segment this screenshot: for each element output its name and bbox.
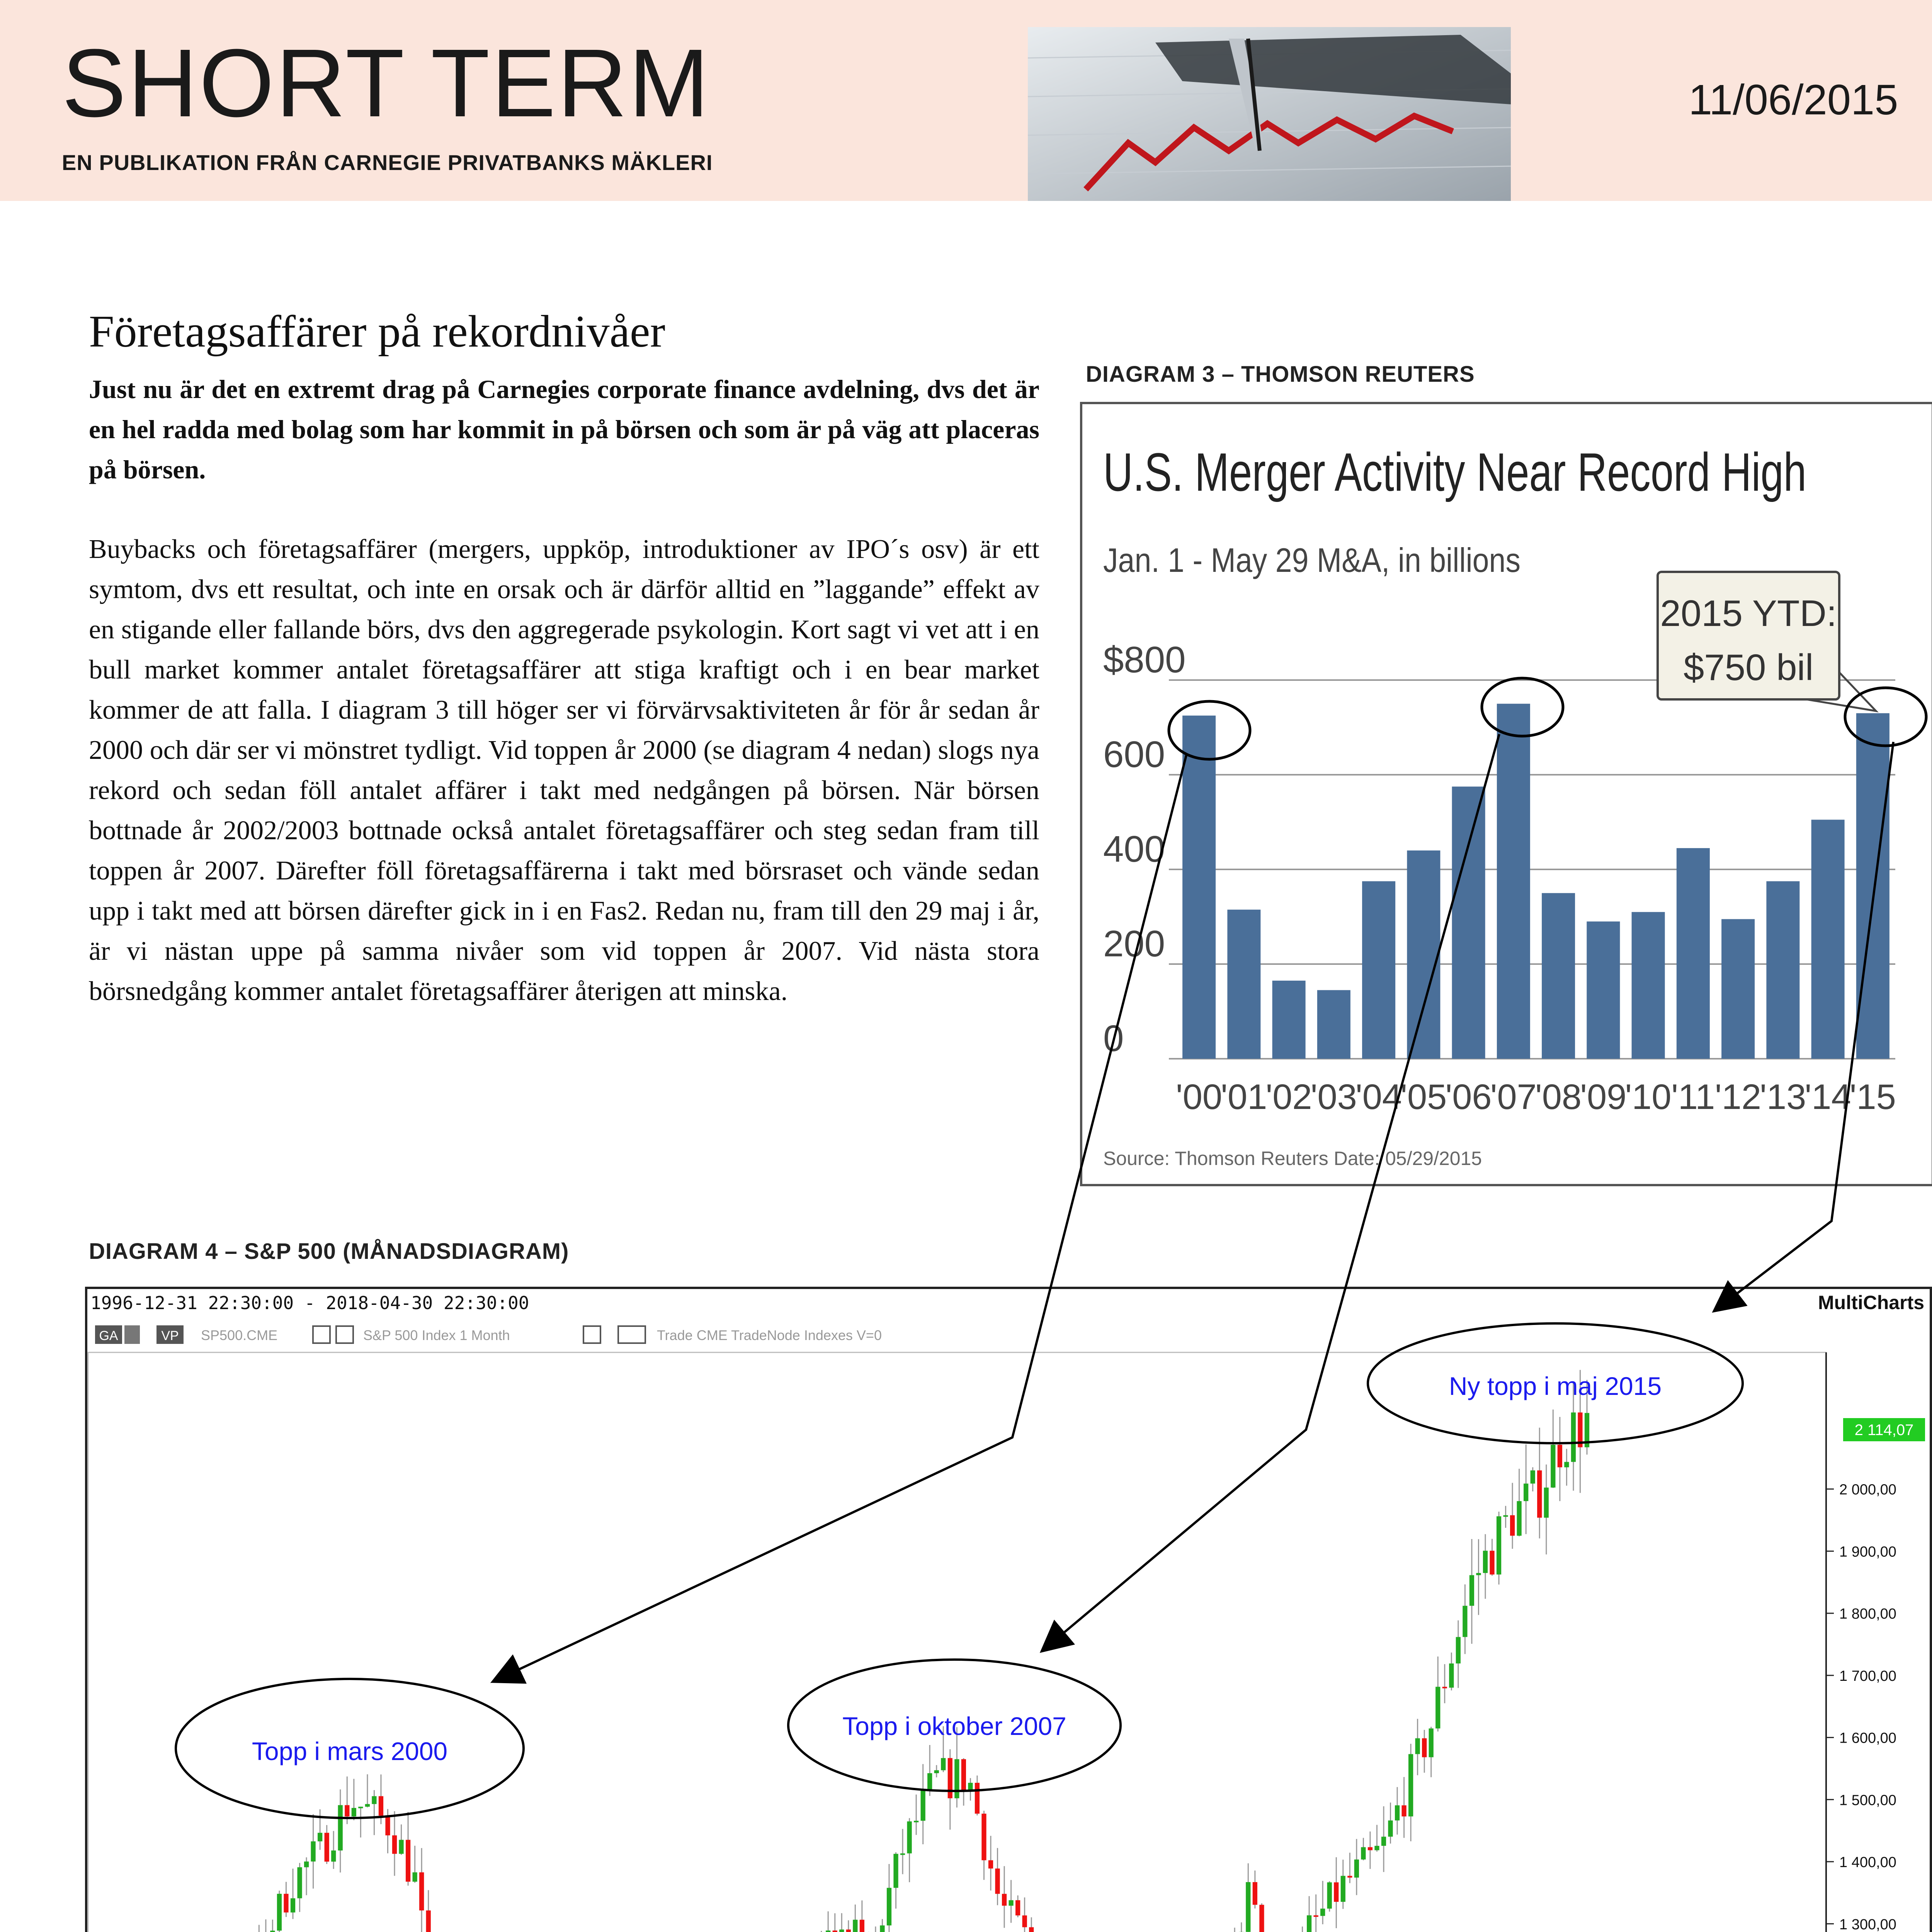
chart-title: U.S. Merger Activity Near Record High (1103, 442, 1806, 502)
diagram3-caption: DIAGRAM 3 – THOMSON REUTERS (1086, 362, 1475, 387)
chart-source: Source: Thomson Reuters Date: 05/29/2015 (1103, 1148, 1482, 1169)
highlight-2015-bar (1845, 688, 1926, 746)
article-lead: Just nu är det en extremt drag på Carnegies corporate finance avdelning, dvs det är en hel radda med bolag som har kommit in på börsen och som är på väg att placeras på börsen. (89, 374, 1039, 484)
toolbar-button-vp-label: VP (161, 1328, 179, 1343)
x-tick-label: '03 (1310, 1077, 1357, 1117)
x-tick-label: '09 (1580, 1077, 1627, 1117)
y-tick-label: 1 500,00 (1839, 1792, 1896, 1809)
toolbar-button-ga-label: GA (99, 1328, 118, 1343)
article-heading: Företagsaffärer på rekordnivåer (89, 306, 665, 357)
y-tick-label: 400 (1103, 828, 1165, 870)
diagram4-caption: DIAGRAM 4 – S&P 500 (MÅNADSDIAGRAM) (89, 1239, 569, 1264)
publication-title: SHORT TERM (62, 29, 711, 137)
publication-subtitle: EN PUBLIKATION FRÅN CARNEGIE PRIVATBANKS MÄKLERI (62, 150, 713, 175)
callout-line2: $750 bil (1683, 647, 1814, 688)
annotation-2000: Topp i mars 2000 (252, 1737, 448, 1765)
article-body: Buybacks och företagsaffärer (mergers, uppköp, introduktioner av IPO´s osv) är ett symtom, dvs ett resultat, och inte en orsak och är därför alltid en ”laggande” effekt av en stigande eller fallande börs, dvs den aggregerade psykologin. Kort sagt vi vet att i en bull market kommer antalet företagsaffärer att stiga kraftigt och i en bear market kommer de att falla. I diagram 3 till höger ser vi förvärvsaktiviteten år för år sedan år 2000 och där ser vi mönstret tydligt. Vid toppen år 2000 (se diagram 4 nedan) slogs nya rekord och sedan föll antalet affärer i takt med nedgången på börsen. När börsen bottnade år 2002/2003 bottnade också antalet företagsaffärer och steg sedan fram till toppen år 2007. Därefter föll företagsaffärerna i takt med börsraset och vände sedan upp i takt med att börsen därefter gick in i en Fas2. Redan nu, fram till den 29 maj i år, är vi nästan uppe på samma nivåer som vid toppen år 2007. Vid nästa stora börsnedgång kommer antalet företagsaffärer återigen att minska. (89, 534, 1039, 1006)
chart-subtitle: Jan. 1 - May 29 M&A, in billions (1103, 541, 1520, 579)
arrow-2007 (1043, 734, 1499, 1650)
highlight-2000-bar (1169, 701, 1250, 759)
annotation-2015: Ny topp i maj 2015 (1449, 1372, 1662, 1400)
y-tick-label: 1 600,00 (1839, 1730, 1896, 1747)
x-tick-label: '10 (1625, 1077, 1672, 1117)
x-tick-label: '04 (1355, 1077, 1402, 1117)
y-tick-label: 2 000,00 (1839, 1481, 1896, 1498)
x-tick-label: '06 (1445, 1077, 1492, 1117)
x-tick-label: '12 (1715, 1077, 1762, 1117)
y-tick-label: 0 (1103, 1018, 1124, 1059)
publication-date: 11/06/2015 (1689, 76, 1898, 124)
x-tick-label: '14 (1804, 1077, 1851, 1117)
x-tick-label: '01 (1221, 1077, 1267, 1117)
y-tick-label: 200 (1103, 923, 1165, 964)
x-tick-label: '05 (1400, 1077, 1447, 1117)
last-price-value: 2 114,07 (1854, 1422, 1914, 1439)
x-tick-label: '02 (1265, 1077, 1312, 1117)
annotation-2007: Topp i oktober 2007 (842, 1712, 1066, 1740)
arrow-2000 (495, 755, 1186, 1681)
arrow-2015 (1716, 742, 1893, 1310)
multicharts-brand: MultiCharts (1818, 1292, 1924, 1313)
x-tick-label: '11 (1671, 1077, 1715, 1117)
y-tick-label: $800 (1103, 639, 1186, 680)
y-tick-label: 600 (1103, 734, 1165, 775)
x-tick-label: '13 (1760, 1077, 1806, 1117)
toolbar-symbol: SP500.CME (201, 1327, 278, 1343)
callout-line1: 2015 YTD: (1660, 593, 1837, 634)
x-tick-label: '00 (1176, 1077, 1223, 1117)
y-tick-label: 1 300,00 (1839, 1916, 1896, 1932)
toolbar-instrument: S&P 500 Index 1 Month (363, 1327, 510, 1343)
highlight-2007-bar (1482, 678, 1563, 736)
chart-range-label: 1996-12-31 22:30:00 - 2018-04-30 22:30:00 (90, 1293, 529, 1313)
x-tick-label: '08 (1535, 1077, 1582, 1117)
y-tick-label: 1 800,00 (1839, 1606, 1896, 1622)
x-tick-label: '07 (1490, 1077, 1537, 1117)
toolbar-feed: Trade CME TradeNode Indexes V=0 (657, 1327, 882, 1343)
y-tick-label: 1 400,00 (1839, 1854, 1896, 1871)
y-tick-label: 1 900,00 (1839, 1544, 1896, 1560)
x-tick-label: '15 (1849, 1077, 1896, 1117)
y-tick-label: 1 700,00 (1839, 1668, 1896, 1684)
